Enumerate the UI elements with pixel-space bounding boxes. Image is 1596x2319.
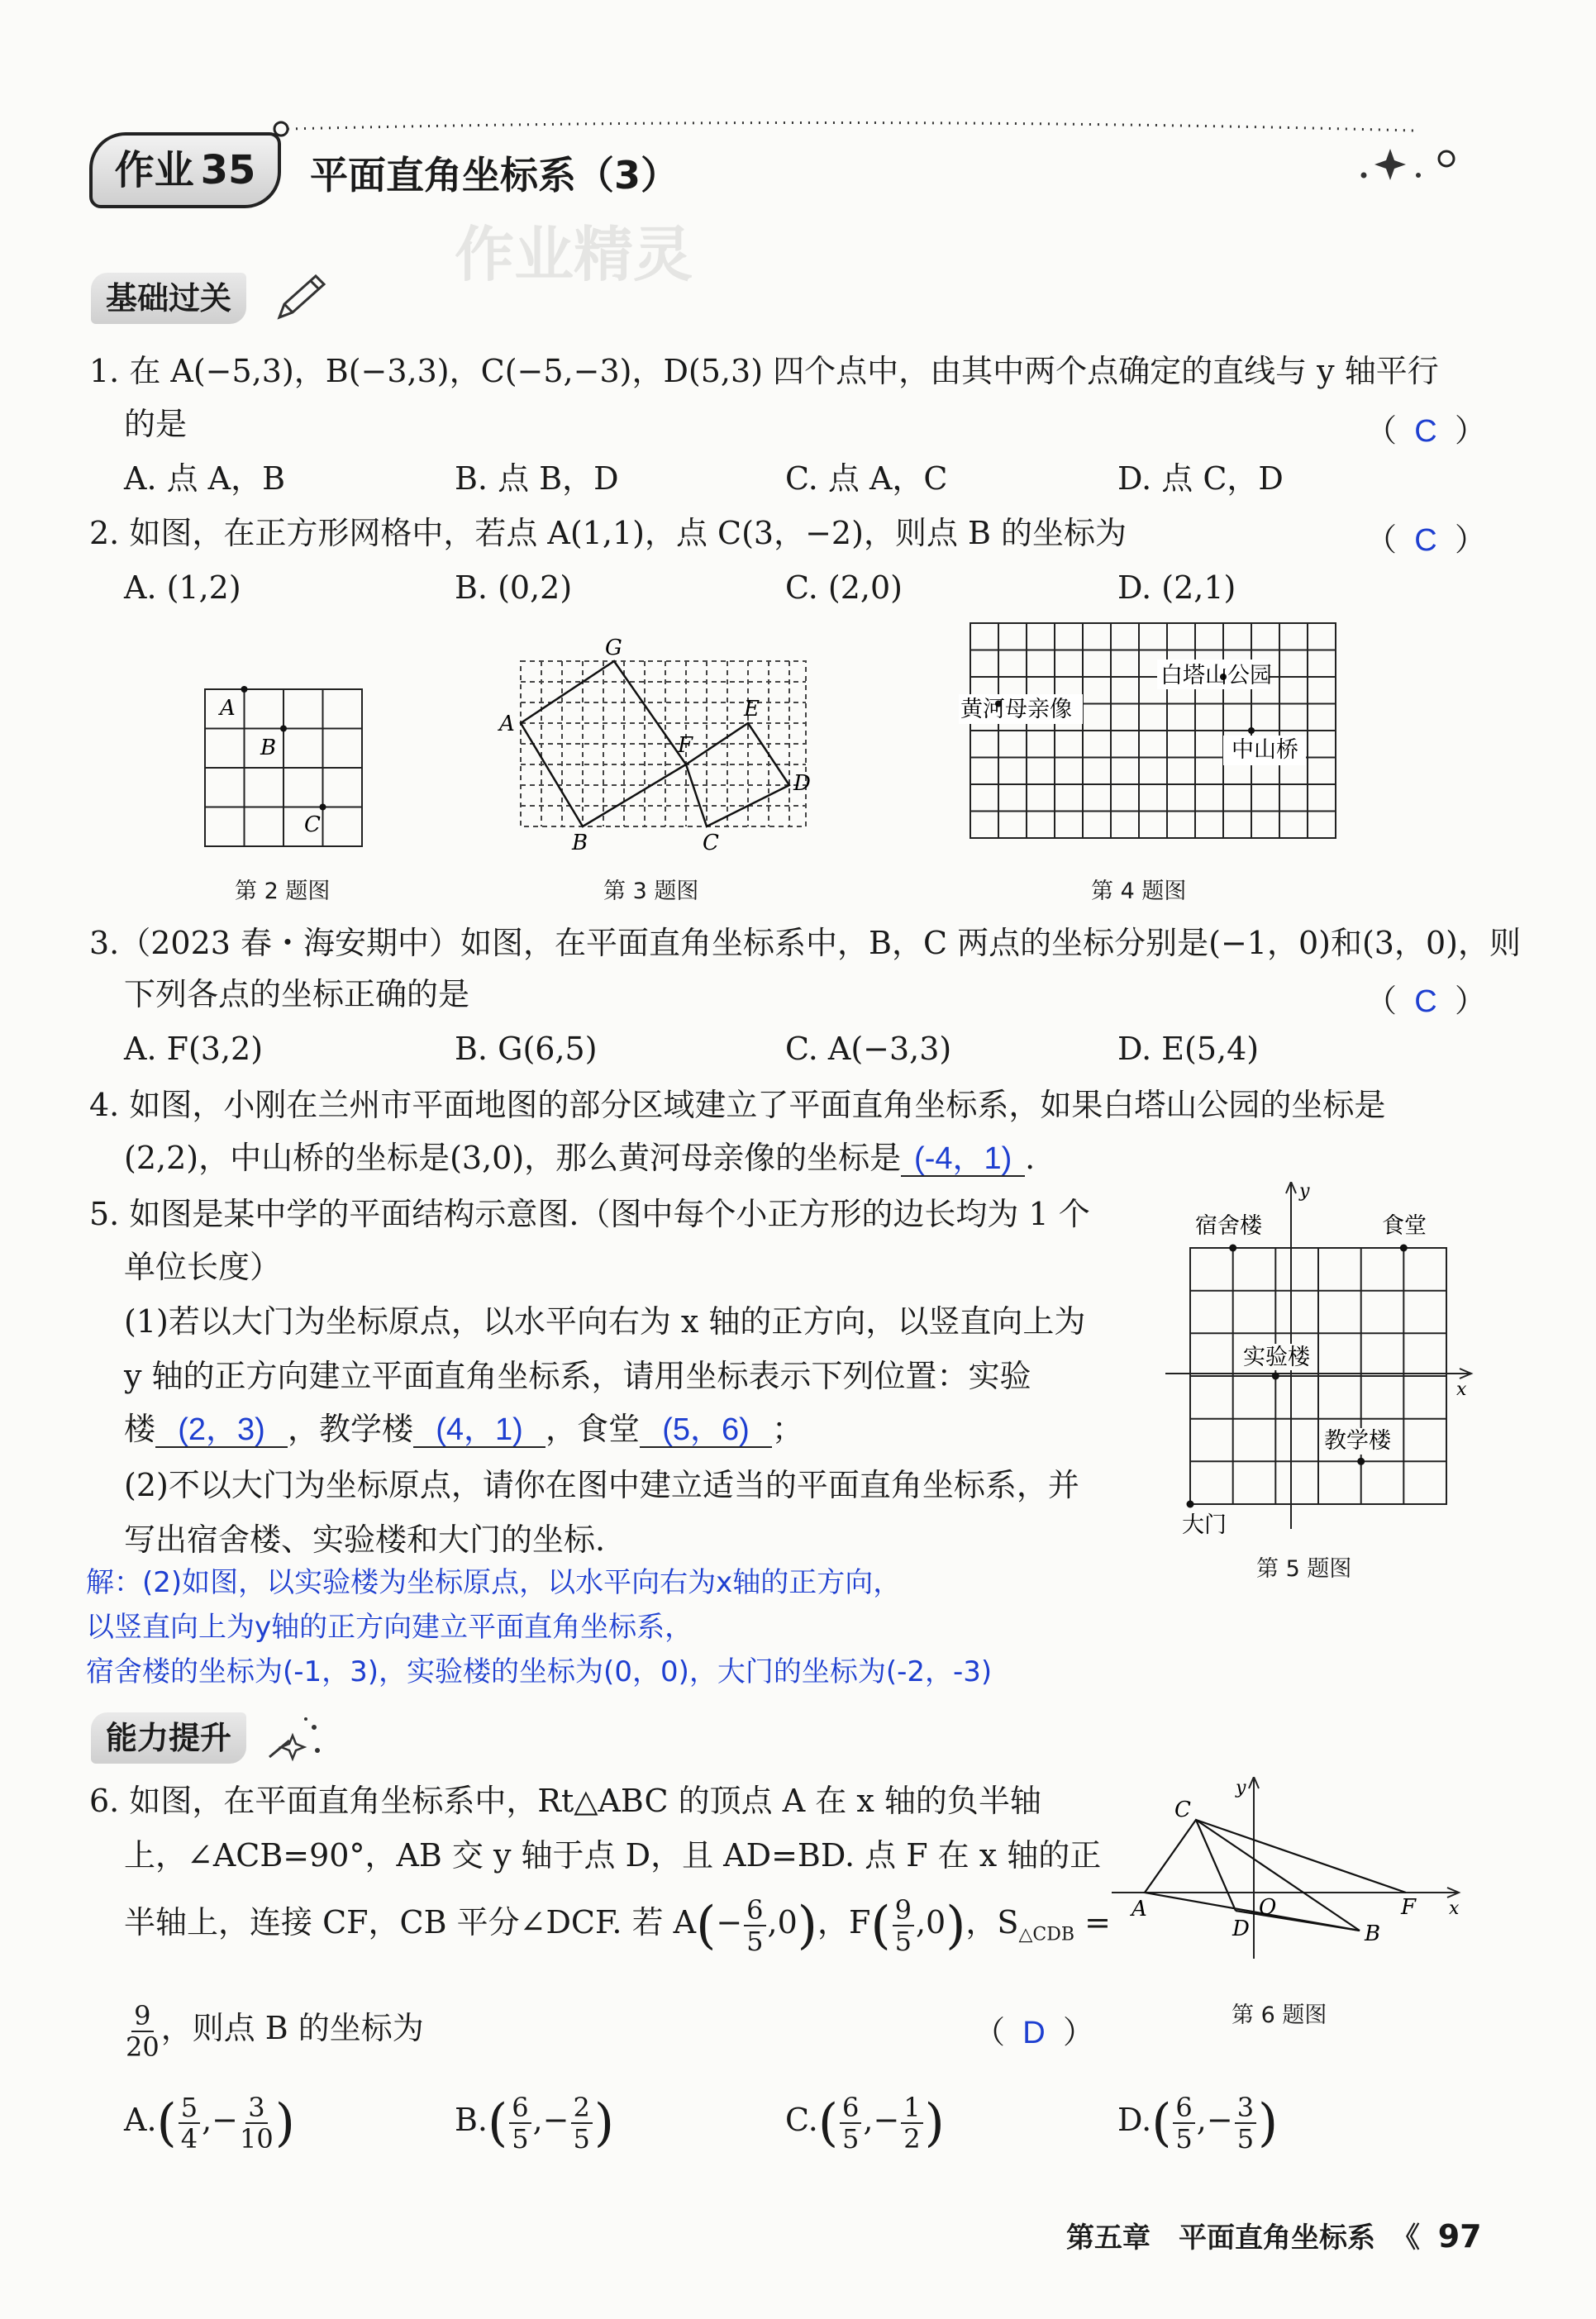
q4-line2-text: (2,2)，中山桥的坐标是(3,0)，那么黄河母亲像的坐标是	[124, 1140, 902, 1176]
q6-eq: =	[1074, 1904, 1111, 1940]
fig6-label-a: A	[1131, 1897, 1147, 1921]
sparkle-icon	[256, 1711, 331, 1765]
fig2-label-a: A	[220, 696, 236, 721]
q6-s-subscript: △CDB	[1018, 1924, 1075, 1945]
q5-blank-canteen: (5，6)	[640, 1413, 772, 1448]
q6-line3: 半轴上，连接 CF，CB 平分∠DCF. 若 A(− $\frac{6}{5}$ ,0)，F( $\frac{9}{5}$ ,0)，$S_{\triangle CDB}$ =	[124, 1893, 1111, 1957]
q6-answer: D	[1022, 2016, 1046, 2050]
fig4-label-zhongshanqiao: 中山桥	[1232, 737, 1298, 763]
fig5-label-canteen: 食堂	[1382, 1213, 1427, 1239]
q1-option-d: D. 点 C，D	[1117, 460, 1284, 497]
q5-blank-lab: (2，3)	[155, 1413, 288, 1448]
q5-line4: y 轴的正方向建立平面直角坐标系，请用坐标表示下列位置：实验	[124, 1358, 1031, 1394]
fig3-label-f: F	[678, 733, 693, 758]
q2-option-a: A. (1,2)	[124, 569, 241, 606]
q3-answer: C	[1414, 984, 1437, 1019]
fig6-label-d: D	[1232, 1917, 1250, 1941]
fig3-label-d: D	[793, 771, 811, 796]
fig4-label-baitashan: 白塔山公园	[1160, 663, 1272, 688]
fig5-label-dorm: 宿舍楼	[1195, 1213, 1262, 1239]
fig6-label-y: y	[1236, 1778, 1246, 1798]
q5-solution-line3: 宿舍楼的坐标为(-1，3)，实验楼的坐标为(0，0)，大门的坐标为(-2，-3)	[86, 1655, 993, 1688]
q6-line3-text: 半轴上，连接 CF，CB 平分∠DCF. 若 A	[124, 1904, 697, 1940]
q1-line2: 的是	[124, 406, 188, 442]
q6-option-c: C.( $\frac{6}{5}$ ,− $\frac{1}{2}$ )	[785, 2091, 945, 2155]
q6-line1: 6. 如图，在平面直角坐标系中，Rt△ABC 的顶点 A 在 x 轴的负半轴	[89, 1783, 1041, 1819]
q5-text-lab: 楼	[124, 1411, 156, 1447]
q1-answer: C	[1414, 414, 1437, 449]
footer-chapter: 第五章 平面直角坐标系	[1066, 2221, 1375, 2255]
fig5-label-x: x	[1456, 1379, 1467, 1400]
figure-2-caption: 第 2 题图	[235, 879, 331, 904]
q3-line2: 下列各点的坐标正确的是	[124, 976, 470, 1012]
figure-5-caption: 第 5 题图	[1256, 1556, 1352, 1582]
q3-option-a: A. F(3,2)	[124, 1031, 264, 1067]
fig5-label-gate: 大门	[1182, 1512, 1227, 1537]
fig6-label-o: O	[1259, 1895, 1277, 1920]
q5-line2: 单位长度）	[124, 1249, 282, 1285]
badge-word: 作业	[114, 147, 194, 193]
fig6-label-c: C	[1174, 1798, 1191, 1822]
fig2-label-b: B	[260, 736, 277, 760]
page-title: 平面直角坐标系（3）	[310, 153, 679, 198]
q5-text-teach: ，教学楼	[288, 1411, 414, 1447]
figure-4-map-grid	[959, 612, 1355, 851]
fig3-label-c: C	[703, 831, 719, 855]
watermark: 作业精灵	[455, 220, 693, 289]
fig5-label-lab: 实验楼	[1243, 1345, 1310, 1370]
q6-s-text: ，S	[965, 1904, 1019, 1940]
q4-line2	[124, 1139, 1035, 1177]
q5-line3: (1)若以大门为坐标原点，以水平向右为 x 轴的正方向，以竖直向上为	[124, 1303, 1086, 1340]
q6-line4	[124, 1993, 424, 2063]
q5-text-canteen: ，食堂	[545, 1411, 641, 1447]
q5-text-end: ；	[772, 1411, 804, 1447]
fig3-label-b: B	[572, 831, 588, 855]
figure-6-caption: 第 6 题图	[1232, 2002, 1327, 2028]
q6-option-b: B.( $\frac{6}{5}$ ,− $\frac{2}{5}$ )	[455, 2091, 615, 2155]
q5-solution-line1: 解：(2)如图，以实验楼为坐标原点，以水平向右为x轴的正方向，	[86, 1566, 902, 1599]
fig4-label-huanghe: 黄河母亲像	[960, 697, 1072, 722]
q1-option-b: B. 点 B，D	[455, 460, 619, 497]
section-basic: 基础过关	[91, 273, 246, 324]
q6-answer-parens: （ D ）	[974, 2014, 1095, 2050]
q2-option-c: C. (2,0)	[785, 569, 903, 606]
q6-line2: 上，∠ACB=90°，AB 交 y 轴于点 D，且 AD=BD. 点 F 在 x 轴的正	[124, 1837, 1102, 1874]
q5-blank-teach: (4，1)	[413, 1413, 545, 1448]
q6-option-a: A.( $\frac{5}{4}$ ,− $\frac{3}{10}$ )	[124, 2091, 295, 2155]
fig3-label-a: A	[499, 712, 515, 736]
fig5-label-y: y	[1299, 1182, 1310, 1202]
fig3-label-g: G	[605, 636, 622, 660]
q3-line1: 3.（2023 春・海安期中）如图，在平面直角坐标系中，B，C 两点的坐标分别是(−1，0)和(3，0)，则	[89, 925, 1521, 961]
q5-line1: 5. 如图是某中学的平面结构示意图.（图中每个小正方形的边长均为 1 个	[89, 1196, 1090, 1232]
fig2-label-c: C	[304, 812, 321, 837]
fig6-label-x: x	[1449, 1898, 1460, 1919]
figure-4-caption: 第 4 题图	[1091, 879, 1187, 904]
q2-answer-parens: （ C ）	[1365, 521, 1487, 558]
q6-frac-f: $\frac{9}{5}$	[893, 1895, 914, 1956]
q3-option-d: D. E(5,4)	[1117, 1031, 1260, 1067]
q1-option-c: C. 点 A，C	[785, 460, 948, 497]
q6-option-d: D.( $\frac{6}{5}$ ,− $\frac{3}{5}$ )	[1117, 2091, 1279, 2155]
q2-line1: 2. 如图，在正方形网格中，若点 A(1,1)，点 C(3，−2)，则点 B 的坐标为	[89, 515, 1127, 551]
figure-2-grid	[190, 678, 380, 855]
q4-line1: 4. 如图，小刚在兰州市平面地图的部分区域建立了平面直角坐标系，如果白塔山公园的坐标是	[89, 1087, 1386, 1123]
figure-3-dashed-grid	[496, 636, 827, 860]
header-badge	[89, 132, 281, 208]
q4-answer-blank: (-4，1)	[901, 1142, 1025, 1177]
q2-answer: C	[1414, 523, 1437, 558]
page-number: 97	[1437, 2218, 1482, 2255]
figure-5-school-map	[1165, 1182, 1479, 1537]
section-advanced: 能力提升	[91, 1712, 246, 1764]
q5-solution-line2: 以竖直向上为y轴的正方向建立平面直角坐标系，	[86, 1611, 693, 1644]
q1-line1: 1. 在 A(−5,3)，B(−3,3)，C(−5,−3)，D(5,3) 四个点中，由其中两个点确定的直线与 y 轴平行	[89, 353, 1439, 389]
figure-3-caption: 第 3 题图	[603, 879, 699, 904]
q4-line2-end: .	[1025, 1140, 1036, 1176]
fig6-label-b: B	[1365, 1921, 1381, 1946]
q1-option-a: A. 点 A，B	[124, 460, 286, 497]
q2-option-b: B. (0,2)	[455, 569, 573, 606]
q5-line5	[124, 1410, 803, 1448]
q1-answer-parens: （ C ）	[1365, 412, 1487, 449]
q3-answer-parens: （ C ）	[1365, 983, 1487, 1019]
q6-line4-text: ，则点 B 的坐标为	[160, 2010, 424, 2046]
q6-f-text: ，F	[817, 1904, 871, 1940]
badge-number: 35	[200, 147, 256, 193]
footer	[1066, 2215, 1482, 2255]
q5-line6: (2)不以大门为坐标原点，请你在图中建立适当的平面直角坐标系，并	[124, 1467, 1079, 1503]
fig5-label-teaching: 教学楼	[1324, 1428, 1391, 1454]
footer-arrows-icon: 《	[1391, 2221, 1420, 2255]
pencil-icon	[273, 271, 331, 324]
star-icon	[1374, 149, 1406, 180]
q3-option-c: C. A(−3,3)	[785, 1031, 952, 1067]
fig3-label-e: E	[744, 697, 760, 721]
q6-frac-s: $\frac{9}{20}$	[126, 1999, 160, 2063]
q5-line7: 写出宿舍楼、实验楼和大门的坐标.	[124, 1521, 606, 1558]
fig6-label-f: F	[1401, 1895, 1417, 1920]
q6-frac-a: $\frac{6}{5}$	[744, 1895, 765, 1956]
q2-option-d: D. (2,1)	[1117, 569, 1236, 606]
q3-option-b: B. G(6,5)	[455, 1031, 598, 1067]
figure-6-triangle	[1112, 1777, 1475, 1967]
